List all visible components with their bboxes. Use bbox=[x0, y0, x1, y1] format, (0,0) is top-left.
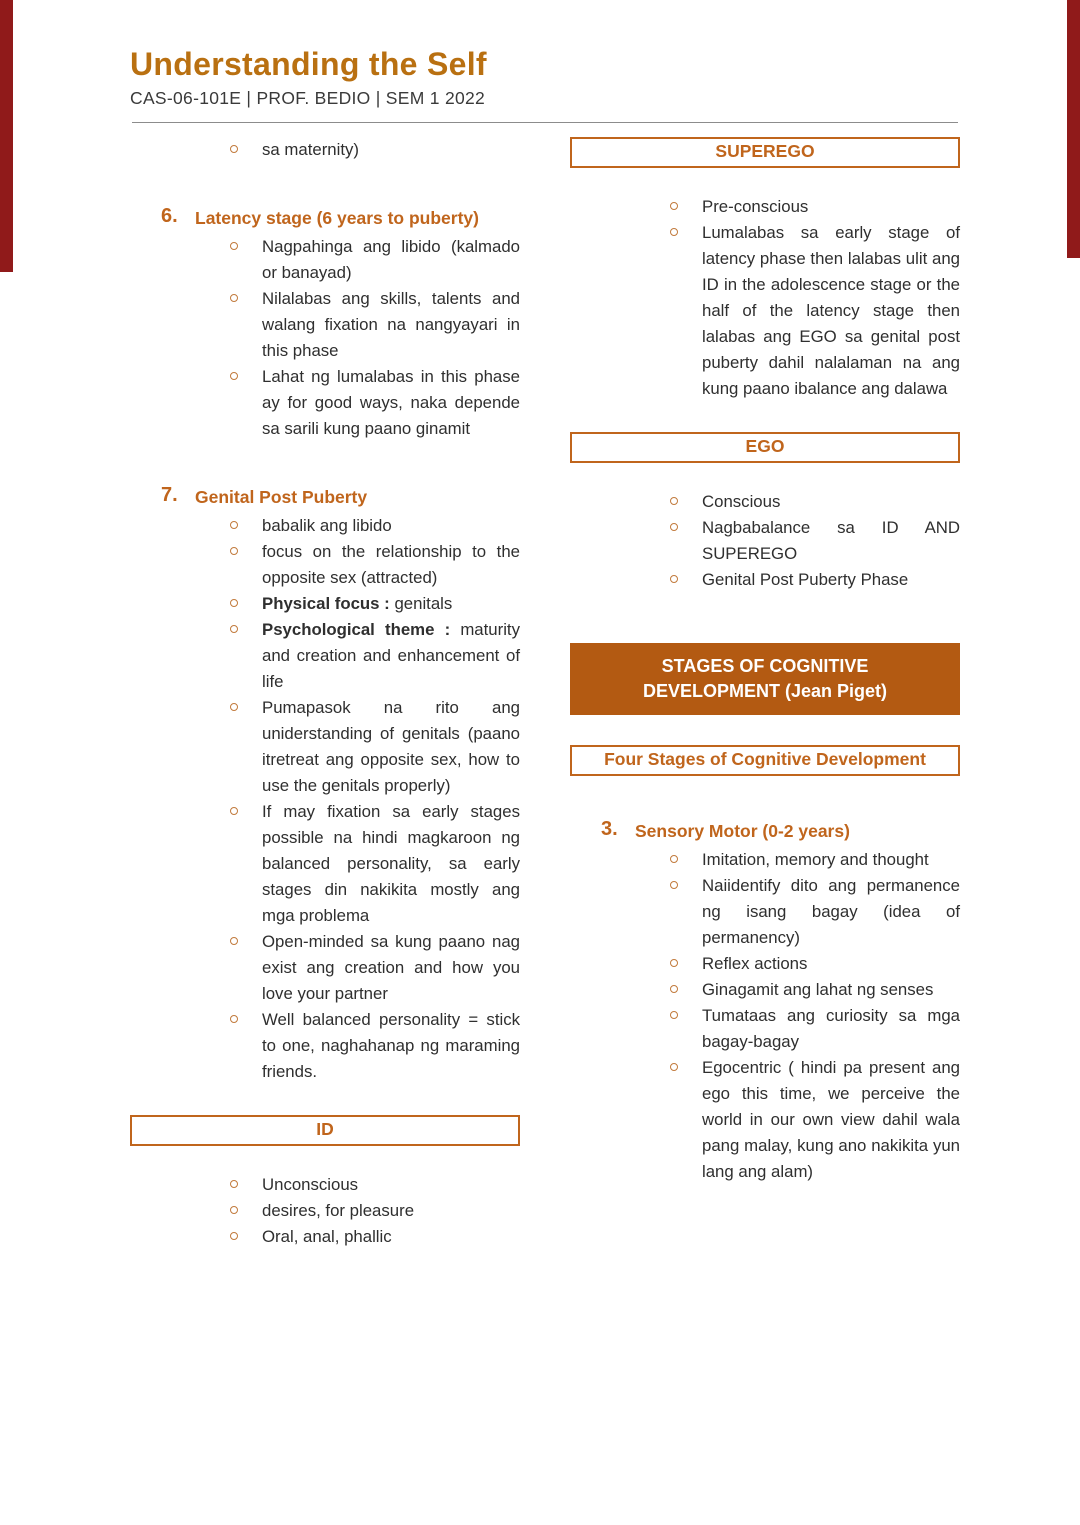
boxed-section bbox=[570, 745, 960, 776]
left-column bbox=[130, 137, 520, 1250]
section-heading bbox=[130, 205, 520, 231]
bullet-item bbox=[570, 1003, 960, 1055]
bullet-circle-icon bbox=[230, 145, 238, 153]
section-title: Latency stage (6 years to puberty) bbox=[195, 208, 479, 228]
bullet-item bbox=[570, 847, 960, 873]
page-header bbox=[0, 0, 1080, 109]
bullet-item bbox=[570, 873, 960, 951]
bullet-item bbox=[570, 489, 960, 515]
section-number: 7. bbox=[161, 484, 178, 506]
bullet-group bbox=[130, 137, 520, 163]
bullet-item bbox=[570, 1055, 960, 1185]
bullet-circle-icon bbox=[230, 521, 238, 529]
bullet-text: Nagbabalance sa ID AND SUPEREGO bbox=[702, 518, 960, 563]
bullet-circle-icon bbox=[230, 294, 238, 302]
section-heading bbox=[570, 818, 960, 844]
section-number: 3. bbox=[601, 818, 618, 840]
bullet-circle-icon bbox=[670, 497, 678, 505]
bullet-item bbox=[130, 695, 520, 799]
section-heading bbox=[130, 484, 520, 510]
boxed-heading: EGO bbox=[570, 432, 960, 463]
section-title: Sensory Motor (0-2 years) bbox=[635, 821, 850, 841]
boxed-heading: ID bbox=[130, 1115, 520, 1146]
bullet-text: focus on the relationship to the opposite sex (attracted) bbox=[262, 542, 520, 587]
bullet-item bbox=[130, 799, 520, 929]
bullet-item bbox=[130, 364, 520, 442]
bullet-circle-icon bbox=[670, 523, 678, 531]
boxed-heading: Four Stages of Cognitive Development bbox=[570, 745, 960, 776]
bullet-item bbox=[130, 929, 520, 1007]
section-title: Genital Post Puberty bbox=[195, 487, 368, 507]
boxed-section bbox=[130, 1115, 520, 1250]
bullet-item bbox=[130, 286, 520, 364]
bullet-text: Egocentric ( hindi pa present ang ego this time, we perceive the world in our own view dahil wala pang malay, kung ano nakikita yun lang ang alam) bbox=[702, 1058, 960, 1181]
bullet-text: Imitation, memory and thought bbox=[702, 850, 929, 869]
bullet-item bbox=[570, 220, 960, 402]
bullet-circle-icon bbox=[230, 937, 238, 945]
bullet-circle-icon bbox=[230, 1206, 238, 1214]
bullet-text: Conscious bbox=[702, 492, 781, 511]
bullet-text: Nilalabas ang skills, talents and walang fixation na nangyayari in this phase bbox=[262, 289, 520, 360]
bullet-bold-text: Psychological theme : bbox=[262, 620, 451, 639]
bullet-text: Reflex actions bbox=[702, 954, 808, 973]
bullet-item bbox=[130, 137, 520, 163]
boxed-section bbox=[570, 137, 960, 402]
bullet-text: Naiidentify dito ang permanence ng isang bagay (idea of permanency) bbox=[702, 876, 960, 947]
bullet-text: desires, for pleasure bbox=[262, 1201, 415, 1220]
bullet-text: maturity and creation and enhancement of life bbox=[262, 620, 520, 691]
bullet-circle-icon bbox=[670, 202, 678, 210]
bullet-circle-icon bbox=[670, 959, 678, 967]
bullet-item bbox=[130, 234, 520, 286]
bullet-circle-icon bbox=[230, 242, 238, 250]
bullet-bold-text: Physical focus : bbox=[262, 594, 390, 613]
bullet-text: Unconscious bbox=[262, 1175, 359, 1194]
numbered-section bbox=[130, 205, 520, 442]
bullet-item bbox=[130, 617, 520, 695]
bullet-circle-icon bbox=[230, 372, 238, 380]
bullet-text: Lahat ng lumalabas in this phase ay for good ways, naka depende sa sarili kung paano ginamit bbox=[262, 367, 520, 438]
bullet-item bbox=[130, 591, 520, 617]
banner-section bbox=[570, 643, 960, 715]
bullet-circle-icon bbox=[230, 1180, 238, 1188]
bullet-circle-icon bbox=[230, 1015, 238, 1023]
bullet-circle-icon bbox=[670, 1011, 678, 1019]
bullet-item bbox=[130, 1172, 520, 1198]
bullet-circle-icon bbox=[670, 575, 678, 583]
content-columns bbox=[0, 123, 1080, 1250]
right-column bbox=[570, 137, 960, 1185]
bullet-text: Oral, anal, phallic bbox=[262, 1227, 392, 1246]
bullet-circle-icon bbox=[230, 625, 238, 633]
bullet-circle-icon bbox=[670, 985, 678, 993]
bullet-item bbox=[570, 515, 960, 567]
section-number: 6. bbox=[161, 205, 178, 227]
bullet-text: Pumapasok na rito ang uniderstanding of genitals (paano itretreat ang opposite sex, how to use the genitals properly) bbox=[262, 698, 520, 795]
page-subtitle: CAS-06-101E | PROF. BEDIO | SEM 1 2022 bbox=[130, 88, 486, 108]
bullet-circle-icon bbox=[670, 881, 678, 889]
bullet-circle-icon bbox=[670, 228, 678, 236]
bullet-circle-icon bbox=[230, 599, 238, 607]
bullet-circle-icon bbox=[230, 703, 238, 711]
bullet-item bbox=[130, 513, 520, 539]
bullet-text: Genital Post Puberty Phase bbox=[702, 570, 909, 589]
numbered-section bbox=[570, 818, 960, 1185]
bullet-text: sa maternity) bbox=[262, 140, 359, 159]
bullet-item bbox=[130, 539, 520, 591]
bullet-item bbox=[130, 1198, 520, 1224]
bullet-text: Tumataas ang curiosity sa mga bagay-bagay bbox=[702, 1006, 960, 1051]
bullet-text: Lumalabas sa early stage of latency phase then lalabas ulit ang ID in the adolescence stage or the half of the latency stage then lalabas ang EGO sa genital post puberty dahil nalalaman na ang kung paano ibalance ang dalawa bbox=[702, 223, 960, 398]
bullet-circle-icon bbox=[670, 1063, 678, 1071]
bullet-item bbox=[570, 567, 960, 593]
bullet-text: genitals bbox=[394, 594, 453, 613]
red-edge-strip-left bbox=[0, 0, 13, 272]
boxed-heading: SUPEREGO bbox=[570, 137, 960, 168]
bullet-item bbox=[130, 1007, 520, 1085]
bullet-text: Pre-conscious bbox=[702, 197, 809, 216]
bullet-item bbox=[130, 1224, 520, 1250]
boxed-section bbox=[570, 432, 960, 593]
bullet-text: babalik ang libido bbox=[262, 516, 392, 535]
bullet-circle-icon bbox=[230, 807, 238, 815]
bullet-item bbox=[570, 951, 960, 977]
section-banner: STAGES OF COGNITIVE DEVELOPMENT (Jean Piget) bbox=[570, 643, 960, 715]
bullet-text: Open-minded sa kung paano nag exist ang creation and how you love your partner bbox=[262, 932, 520, 1003]
bullet-text: Ginagamit ang lahat ng senses bbox=[702, 980, 934, 999]
bullet-item bbox=[570, 194, 960, 220]
bullet-circle-icon bbox=[670, 855, 678, 863]
bullet-text: Well balanced personality = stick to one, naghahanap ng maraming friends. bbox=[262, 1010, 520, 1081]
numbered-section bbox=[130, 484, 520, 1085]
red-edge-strip-right bbox=[1067, 0, 1080, 258]
bullet-item bbox=[570, 977, 960, 1003]
page-title: Understanding the Self bbox=[130, 46, 487, 82]
bullet-circle-icon bbox=[230, 1232, 238, 1240]
bullet-circle-icon bbox=[230, 547, 238, 555]
bullet-text: Nagpahinga ang libido (kalmado or banayad) bbox=[262, 237, 520, 282]
bullet-text: If may fixation sa early stages possible na hindi magkaroon ng balanced personality, sa early stages din nakikita mostly ang mga problema bbox=[262, 802, 520, 925]
